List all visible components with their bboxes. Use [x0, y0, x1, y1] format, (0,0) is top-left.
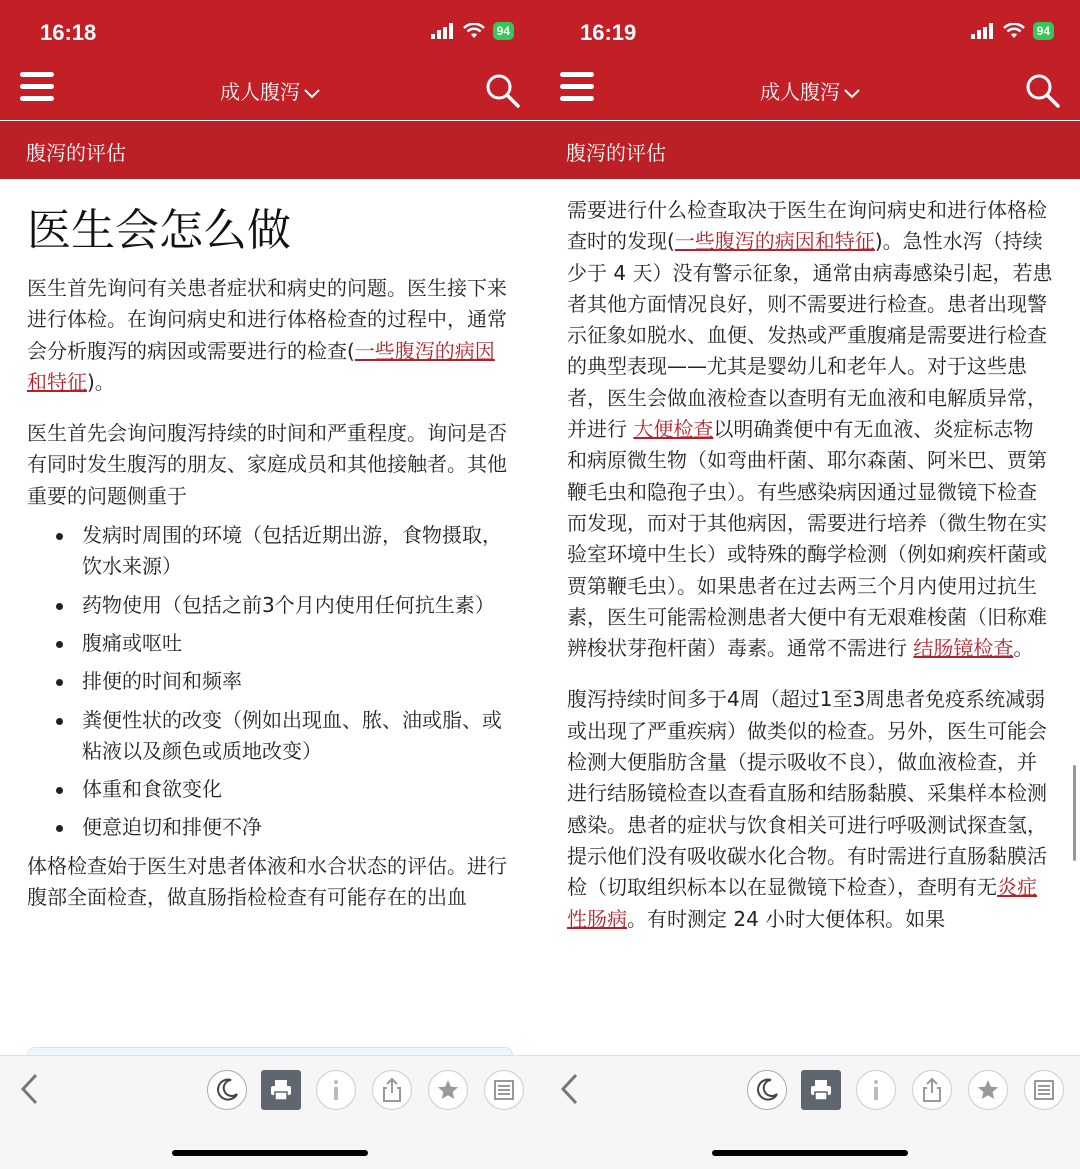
colonoscopy-link[interactable]: 结肠镜检查: [913, 636, 1014, 661]
topic-dropdown[interactable]: [540, 76, 1080, 105]
list-item: 体重和食欲变化: [54, 774, 513, 805]
printer-icon: [809, 1079, 833, 1101]
back-icon[interactable]: [18, 1072, 42, 1106]
list-item: 腹痛或呕吐: [54, 628, 513, 659]
print-button[interactable]: [261, 1070, 301, 1110]
info-card: [27, 1047, 513, 1055]
topic-dropdown[interactable]: [0, 76, 540, 105]
info-icon: [866, 1078, 886, 1102]
paragraph: 腹泻持续时间多于4周（超过1至3周患者免疫系统减弱或出现了严重疾病）做类似的检查。另外，医生可能会检测大便脂肪含量（提示吸收不良），做血液检查，并进行结肠镜检查以查看直肠和结肠黏膜、采集样本检测感染。患者的症状与饮食相关可进行呼吸测试探查氢，提示他们没有吸收碳水化合物。有时需进行直肠黏膜活检（切取组织标本以在显微镜下检查），查明有无炎症性肠病。有时测定 24 小时大便体积。如果: [567, 687, 1047, 931]
ibd-link[interactable]: 炎症性肠病: [567, 875, 1037, 931]
causes-link[interactable]: 一些腹泻的病因和特征: [674, 229, 875, 254]
battery-indicator: 94: [493, 22, 514, 40]
favorite-button[interactable]: [968, 1070, 1008, 1110]
topic-title: 成人腹泻: [220, 80, 300, 104]
night-mode-button[interactable]: [207, 1070, 247, 1110]
cellular-signal-icon: [971, 23, 995, 39]
share-button[interactable]: [912, 1070, 952, 1110]
night-mode-button[interactable]: [747, 1070, 787, 1110]
question-list: [27, 520, 513, 844]
page-title: 医生会怎么做: [27, 205, 291, 256]
chevron-down-icon: [304, 89, 320, 99]
nav-bar: [0, 60, 540, 120]
star-icon: [436, 1078, 460, 1102]
star-icon: [976, 1078, 1000, 1102]
section-title: 腹泻的评估: [26, 141, 126, 165]
status-bar: [540, 0, 1080, 60]
paragraph: 需要进行什么检查取决于医生在询问病史和进行体格检查时的发现(一些腹泻的病因和特征)。急性水泻（持续少于 4 天）没有警示征象，通常由病毒感染引起，若患者其他方面情况良好，则不需要进行检查。患者出现警示征象如脱水、血便、发热或严重腹痛是需要进行检查的典型表现——尤其是婴幼儿和老年人。对于这些患者，医生会做血液检查以查明有无血液和电解质异常，并进行 大便检查以明确粪便中有无血液、炎症标志物和病原微生物（如弯曲杆菌、耶尔森菌、阿米巴、贾第鞭毛虫和隐孢子虫）。有些感染病因通过显微镜下检查而发现，而对于其他病因，需要进行培养（微生物在实验室环境中生长）或特殊的酶学检测（例如痢疾杆菌或贾第鞭毛虫）。如果患者在过去两三个月内使用过抗生素，医生可能需检测患者大便中有无艰难梭菌（旧称难辨梭状芽孢杆菌）毒素。通常不需进行 结肠镜检查。: [567, 198, 1053, 661]
info-icon: [326, 1078, 346, 1102]
printer-icon: [269, 1079, 293, 1101]
favorite-button[interactable]: [428, 1070, 468, 1110]
article-content[interactable]: [540, 179, 1080, 1055]
section-title: 腹泻的评估: [566, 141, 666, 165]
chevron-down-icon: [844, 89, 860, 99]
wifi-icon: [1003, 23, 1025, 39]
list-item: 发病时周围的环境（包括近期出游，食物摄取，饮水来源）: [54, 520, 513, 583]
back-icon[interactable]: [558, 1072, 582, 1106]
moon-icon: [754, 1077, 780, 1103]
cellular-signal-icon: [431, 23, 455, 39]
info-button[interactable]: [856, 1070, 896, 1110]
share-button[interactable]: [372, 1070, 412, 1110]
status-time: 16:18: [40, 20, 97, 45]
search-icon[interactable]: [1024, 72, 1062, 110]
info-button[interactable]: [316, 1070, 356, 1110]
scrollbar[interactable]: [1073, 765, 1076, 861]
home-indicator: [172, 1150, 368, 1156]
causes-link[interactable]: 一些腹泻的病因和特征: [27, 338, 495, 394]
status-time: 16:19: [580, 20, 637, 45]
list-icon: [1033, 1079, 1055, 1101]
paragraph: 医生首先会询问腹泻持续的时间和严重程度。询问是否有同时发生腹泻的朋友、家庭成员和其他接触者。其他重要的问题侧重于: [27, 421, 507, 508]
nav-bar: [540, 60, 1080, 120]
list-icon: [493, 1079, 515, 1101]
share-icon: [921, 1077, 943, 1103]
section-header[interactable]: [0, 121, 540, 179]
contents-button[interactable]: [484, 1070, 524, 1110]
search-icon[interactable]: [484, 72, 522, 110]
screen-right: [540, 0, 1080, 1169]
status-bar: [0, 0, 540, 60]
print-button[interactable]: [801, 1070, 841, 1110]
list-item: 便意迫切和排便不净: [54, 812, 513, 843]
contents-button[interactable]: [1024, 1070, 1064, 1110]
paragraph: 医生首先询问有关患者症状和病史的问题。医生接下来进行体检。在询问病史和进行体格检查的过程中，通常会分析腹泻的病因或需要进行的检查(一些腹泻的病因和特征)。: [27, 276, 507, 394]
wifi-icon: [463, 23, 485, 39]
list-item: 排便的时间和频率: [54, 666, 513, 697]
share-icon: [381, 1077, 403, 1103]
home-indicator: [712, 1150, 908, 1156]
article-content[interactable]: [0, 179, 540, 1055]
section-header[interactable]: [540, 121, 1080, 179]
list-item: 药物使用（包括之前3个月内使用任何抗生素）: [54, 590, 513, 621]
stool-test-link[interactable]: 大便检查: [633, 417, 714, 442]
battery-indicator: 94: [1033, 22, 1054, 40]
paragraph: 体格检查始于医生对患者体液和水合状态的评估。进行腹部全面检查，做直肠指检检查有可能存在的出血: [27, 853, 507, 910]
list-item: 粪便性状的改变（例如出现血、脓、油或脂、或粘液以及颜色或质地改变）: [54, 705, 513, 768]
topic-title: 成人腹泻: [760, 80, 840, 104]
moon-icon: [214, 1077, 240, 1103]
